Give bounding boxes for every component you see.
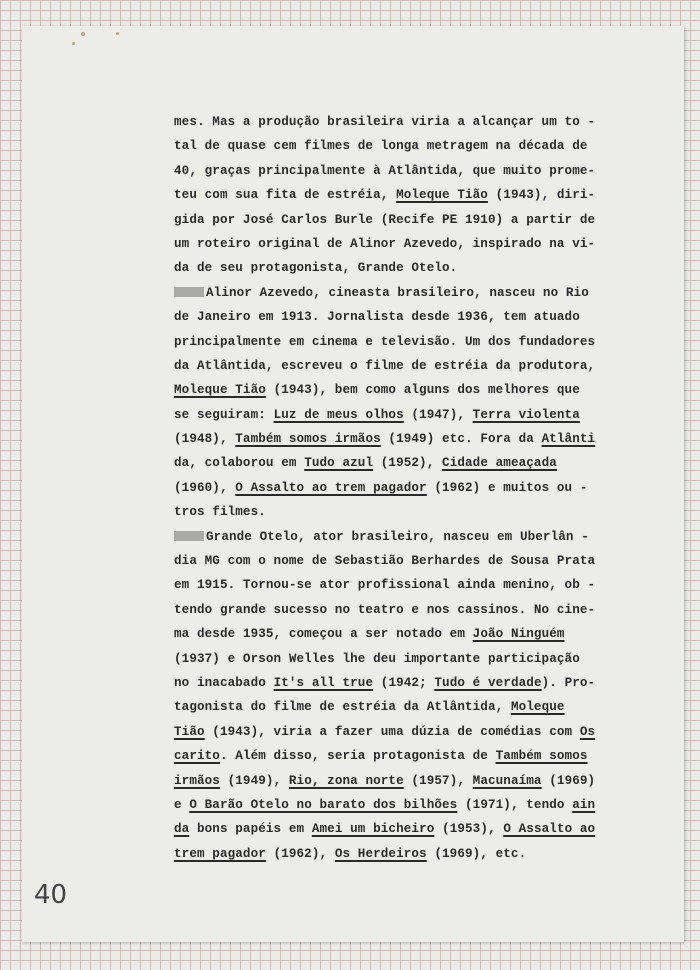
text-line xyxy=(174,671,644,695)
text-segment: principalmente em cinema e televisão. Um dos fundadores xyxy=(174,334,596,349)
text-line xyxy=(174,354,644,378)
text-segment: (1943), bem como alguns dos melhores que xyxy=(265,383,580,398)
text-segment: (1969), etc. xyxy=(426,846,527,861)
text-segment: (1937) e Orson Welles lhe deu importante participação xyxy=(174,651,580,666)
text-segment: (1952), xyxy=(373,456,443,471)
paragraph-mark xyxy=(174,531,204,541)
text-line xyxy=(174,378,644,402)
text-segment: (1942; xyxy=(373,675,435,690)
text-line xyxy=(174,110,644,134)
text-line xyxy=(174,744,644,768)
text-segment: (1962) e muitos ou - xyxy=(426,480,588,495)
paragraph-mark xyxy=(174,287,204,297)
underlined-title: Tião xyxy=(174,724,205,739)
text-line xyxy=(174,256,644,280)
text-line xyxy=(174,769,644,793)
text-line xyxy=(174,476,644,500)
text-line xyxy=(174,549,644,573)
text-segment: gida por José Carlos Burle (Recife PE 1910) a partir de xyxy=(174,212,596,227)
text-segment: teu com sua fita de estréia, xyxy=(174,188,397,203)
underlined-title: Tudo é verdade xyxy=(434,675,542,690)
text-segment: (1949) etc. Fora da xyxy=(380,432,542,447)
text-segment: um roteiro original de Alinor Azevedo, inspirado na vi- xyxy=(174,236,596,251)
handwritten-page-number: 40 xyxy=(34,880,68,910)
underlined-title: Moleque xyxy=(510,700,565,715)
text-segment: (1960), xyxy=(174,480,236,495)
text-segment: de Janeiro em 1913. Jornalista desde 1936, tem atuado xyxy=(174,310,580,325)
text-segment: (1957), xyxy=(403,773,473,788)
text-segment: e xyxy=(174,797,190,812)
paper-speck xyxy=(81,32,85,36)
text-line xyxy=(174,159,644,183)
text-line xyxy=(174,720,644,744)
underlined-title: da xyxy=(174,822,190,837)
text-segment: (1943), viria a fazer uma dúzia de comédias com xyxy=(204,724,580,739)
text-segment: tendo grande sucesso no teatro e nos cassinos. No cine- xyxy=(174,602,596,617)
text-line xyxy=(174,305,644,329)
text-line xyxy=(174,427,644,451)
text-line xyxy=(174,817,644,841)
text-segment: (1949), xyxy=(219,773,289,788)
text-segment: (1947), xyxy=(403,407,473,422)
underlined-title: Amei um bicheiro xyxy=(311,822,435,837)
underlined-title: Também somos irmãos xyxy=(235,432,381,447)
text-line xyxy=(174,403,644,427)
text-segment: Alinor Azevedo, cineasta brasileiro, nasceu no Rio xyxy=(206,285,589,300)
underlined-title: carito xyxy=(174,749,220,764)
text-segment: tagonista do filme de estréia da Atlântida, xyxy=(174,700,511,715)
underlined-title: João Ninguém xyxy=(472,627,565,642)
underlined-title: Os Herdeiros xyxy=(334,846,427,861)
underlined-title: Moleque Tião xyxy=(174,383,266,398)
typewritten-text xyxy=(174,110,644,866)
typed-page xyxy=(22,26,684,942)
text-segment: tal de quase cem filmes de longa metragem na década de xyxy=(174,139,588,154)
text-line xyxy=(174,842,644,866)
text-line xyxy=(174,695,644,719)
underlined-title: Também somos xyxy=(495,749,588,764)
underlined-title: Luz de meus olhos xyxy=(273,407,404,422)
paper-speck xyxy=(72,42,75,45)
text-segment: (1962), xyxy=(265,846,335,861)
text-segment: em 1915. Tornou-se ator profissional ainda menino, ob - xyxy=(174,578,596,593)
text-segment: ). Pro- xyxy=(541,675,596,690)
text-line xyxy=(174,598,644,622)
underlined-title: Os xyxy=(579,724,596,739)
underlined-title: Macunaíma xyxy=(472,773,542,788)
text-line xyxy=(174,232,644,256)
text-segment: (1953), xyxy=(434,822,504,837)
text-segment: da de seu protagonista, Grande Otelo. xyxy=(174,261,458,276)
underlined-title: Terra violenta xyxy=(472,407,580,422)
text-line xyxy=(174,573,644,597)
text-segment: (1971), tendo xyxy=(457,797,573,812)
text-line xyxy=(174,281,644,305)
text-line xyxy=(174,622,644,646)
text-segment: mes. Mas a produção brasileira viria a alcançar um to - xyxy=(174,115,596,129)
underlined-title: Tudo azul xyxy=(304,456,374,471)
underlined-title: O Barão Otelo no barato dos bilhões xyxy=(189,797,458,812)
text-segment: tros filmes. xyxy=(174,505,266,520)
underlined-title: Cidade ameaçada xyxy=(442,456,557,471)
text-segment: dia MG com o nome de Sebastião Berhardes de Sousa Prata xyxy=(174,554,596,569)
text-segment: bons papéis em xyxy=(189,822,312,837)
text-segment: Grande Otelo, ator brasileiro, nasceu em Uberlân - xyxy=(206,529,589,544)
text-segment: se seguiram: xyxy=(174,407,274,422)
underlined-title: Rio, zona norte xyxy=(288,773,404,788)
underlined-title: O Assalto ao trem pagador xyxy=(235,480,427,495)
underlined-title: Atlânti xyxy=(541,432,596,447)
text-line xyxy=(174,500,644,524)
text-segment: (1943), diri- xyxy=(487,188,596,203)
text-line xyxy=(174,647,644,671)
text-segment: da Atlântida, escreveu o filme de estréia da produtora, xyxy=(174,358,596,373)
text-segment: 40, graças principalmente à Atlântida, que muito prome- xyxy=(174,163,596,178)
text-segment: (1948), xyxy=(174,432,236,447)
text-segment: ma desde 1935, começou a ser notado em xyxy=(174,627,473,642)
underlined-title: It's all true xyxy=(273,675,374,690)
underlined-title: ain xyxy=(572,797,596,812)
text-line xyxy=(174,183,644,207)
text-line xyxy=(174,525,644,549)
underlined-title: O Assalto ao xyxy=(503,822,596,837)
underlined-title: trem pagador xyxy=(174,846,266,861)
text-segment: da, colaborou em xyxy=(174,456,305,471)
text-segment: (1969) xyxy=(541,773,596,788)
text-line xyxy=(174,208,644,232)
underlined-title: irmãos xyxy=(174,773,220,788)
text-line xyxy=(174,793,644,817)
text-line xyxy=(174,451,644,475)
underlined-title: Moleque Tião xyxy=(396,188,488,203)
text-segment: no inacabado xyxy=(174,675,274,690)
paper-speck xyxy=(116,32,119,35)
text-line xyxy=(174,330,644,354)
text-line xyxy=(174,134,644,158)
text-segment: . Além disso, seria protagonista de xyxy=(219,749,496,764)
